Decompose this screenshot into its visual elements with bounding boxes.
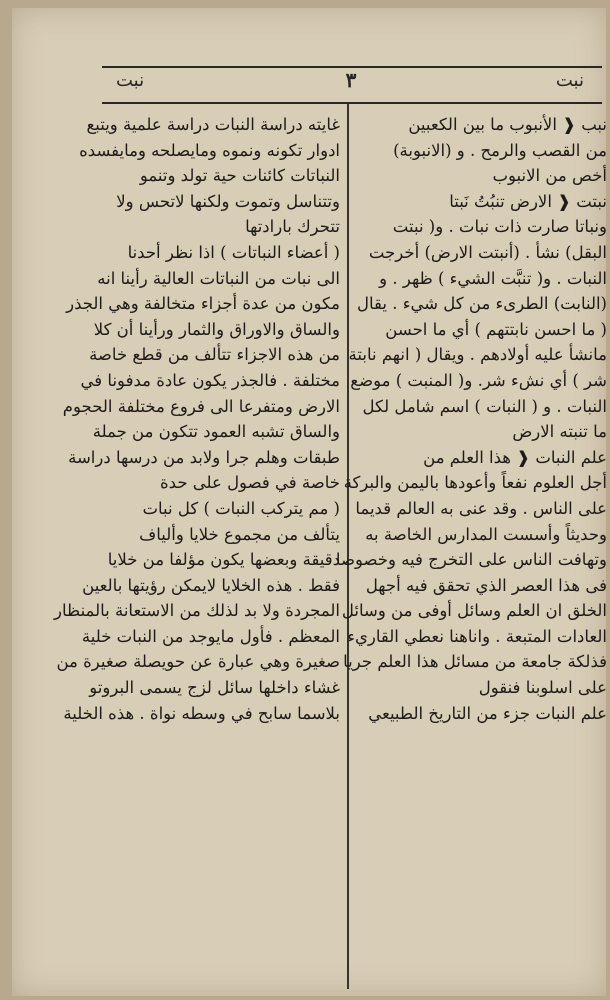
header-entry-word-left: نبت: [116, 70, 145, 91]
header-rule-bottom: [102, 102, 602, 104]
right-column-line: وتهافت الناس على التخرج فيه وخصوصا: [335, 550, 607, 570]
right-column-line: (النابت) الطرىء من كل شيء . يقال: [357, 294, 607, 314]
left-text-column: [54, 112, 340, 726]
right-column-line: البقل) نشأ . (أنبتت الارض) أخرجت: [368, 242, 607, 262]
left-column-line: والساق تشبه العمود تتكون من جملة: [92, 422, 340, 442]
right-column-line: ( ما احسن نابتتهم ) أي ما احسن: [385, 319, 607, 339]
right-column-line: أجل العلوم نفعاً وأعودها باليمن والبركة: [343, 473, 607, 493]
right-column-line: نبب ❰ الأنبوب ما بين الكعبين: [408, 115, 607, 134]
left-column-line: والساق والاوراق والثمار ورأينا أن كلا: [93, 319, 340, 339]
left-column-line: صغيرة وهي عبارة عن حويصلة صغيرة من: [56, 652, 340, 672]
left-column-line: مكون من عدة أجزاء متخالفة وهي الجذر: [66, 294, 340, 314]
left-column-line: دقيقة وبعضها يكون مؤلفا من خلايا: [107, 550, 340, 570]
right-column-line: علم النبات جزء من التاريخ الطبيعي: [368, 703, 607, 723]
right-column-line: الخلق ان العلم وسائل أوفى من وسائل: [341, 601, 607, 621]
right-column-line: ونباتا صارت ذات نبات . و( نبتت: [392, 217, 607, 237]
left-column-line: الى نبات من النباتات العالية رأينا انه: [97, 268, 340, 288]
right-column-line: مانشأ عليه أولادهم . ويقال ( انهم نابتة: [348, 345, 607, 365]
right-column-line: من القصب والرمح . و (الانبوبة): [393, 140, 607, 160]
right-column-line: على اسلوبنا فنقول: [478, 678, 607, 698]
right-column-line: على الناس . وقد عنى به العالم قديما: [355, 498, 607, 518]
left-column-line: المجردة ولا بد لذلك من الاستعانة بالمنظار: [54, 601, 340, 621]
right-column-line: النبات . و ( النبات ) اسم شامل لكل: [362, 396, 607, 416]
right-text-column: [335, 112, 607, 726]
book-page: [12, 8, 606, 996]
left-column-line: غشاء داخلها سائل لزج يسمى البروتو: [89, 678, 340, 698]
left-column-line: يتألف من مجموع خلايا وألياف: [139, 524, 340, 544]
right-column-line: فذلكة جامعة من مسائل هذا العلم جريا: [343, 652, 607, 672]
left-column-line: مختلفة . فالجذر يكون عادة مدفونا في: [80, 370, 340, 390]
left-column-line: ادوار تكونه ونموه ومايصلحه ومايفسده: [79, 140, 340, 160]
left-column-line: بلاسما سابح في وسطه نواة . هذه الخلية: [63, 703, 340, 723]
right-column-line: ما تنبته الارض: [512, 422, 607, 442]
left-column-line: ( مم يتركب النبات ) كل نبات: [142, 498, 340, 518]
left-column-line: الارض ومتفرعا الى فروع مختلفة الحجوم: [62, 396, 340, 416]
left-column-line: المعظم . فأول مايوجد من النبات خلية: [81, 626, 340, 646]
right-column-line: وحديثاً وأسست المدارس الخاصة به: [365, 524, 607, 544]
right-column-line: نبتت ❰ الارض تنبُتُ نَبتا: [449, 191, 607, 211]
page-number: ٣: [345, 68, 357, 92]
left-column-line: تتحرك بارادتها: [245, 217, 340, 237]
header-entry-word-right: نبت: [555, 70, 584, 91]
right-column-line: شر ) أي نشء شر. و( المنبت ) موضع: [350, 370, 607, 390]
right-column-line: علم النبات ❰ هذا العلم من: [423, 447, 607, 467]
left-column-line: فقط . هذه الخلايا لايمكن رؤيتها بالعين: [82, 575, 340, 595]
right-column-line: أخص من الانبوب: [492, 166, 607, 186]
left-column-line: من هذه الاجزاء تتألف من قطع خاصة: [89, 345, 340, 365]
left-column-line: النباتات كائنات حية تولد وتنمو: [139, 166, 340, 186]
left-column-line: غايته دراسة النبات دراسة علمية ويتبع: [86, 115, 340, 134]
left-column-line: طبقات وهلم جرا ولابد من درسها دراسة: [68, 447, 340, 467]
right-column-line: النبات . و( تنبَّت الشيء ) ظهر . و: [379, 268, 607, 288]
right-column-line: فى هذا العصر الذي تحقق فيه أجهل: [365, 575, 607, 595]
left-column-line: وتتناسل وتموت ولكنها لاتحس ولا: [116, 191, 340, 211]
left-column-line: ( أعضاء النباتات ) اذا نظر أحدنا: [127, 242, 340, 262]
right-column-line: العادات المتبعة . واناهنا نعطي القاريء: [347, 626, 607, 646]
left-column-line: خاصة في فصول على حدة: [160, 473, 340, 493]
running-header: [102, 68, 600, 102]
